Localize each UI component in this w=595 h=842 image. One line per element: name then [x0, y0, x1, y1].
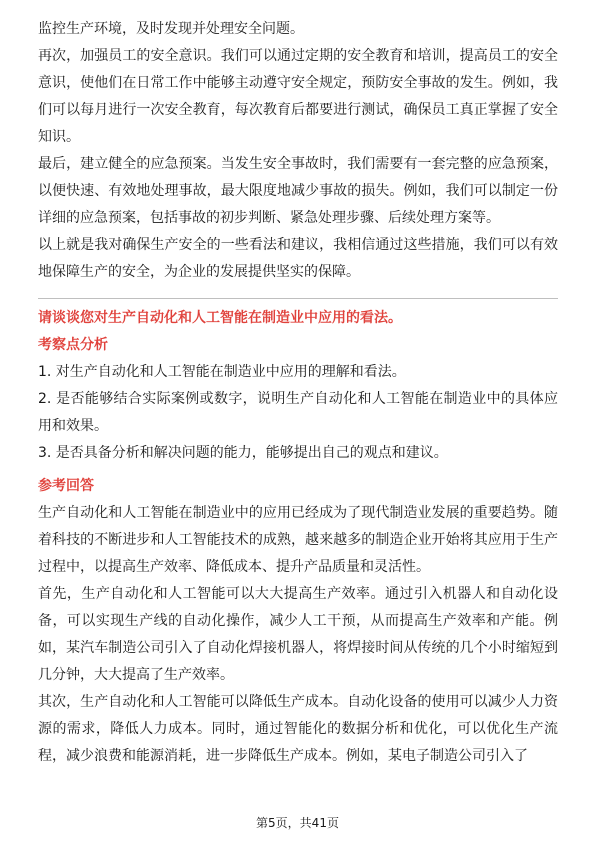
answer-paragraph-1: 生产自动化和人工智能在制造业中的应用已经成为了现代制造业发展的重要趋势。随着科技的不断进步和人工智能技术的成熟，越来越多的制造企业开始将其应用于生产过程中，以提高生产效率、降低成本、提升产品质量和灵活性。 [38, 505, 558, 575]
page-number: 第5页，共41页 [256, 816, 339, 830]
intro-paragraph-2: 再次，加强员工的安全意识。我们可以通过定期的安全教育和培训，提高员工的安全意识，使他们在日常工作中能够主动遵守安全规定，预防安全事故的发生。例如，我们可以每月进行一次安全教育，每次教育后都要进行测试，确保员工真正掌握了安全知识。 [38, 48, 558, 145]
question-heading: 请谈谈您对生产自动化和人工智能在制造业中应用的看法。 [38, 310, 402, 326]
analysis-item-2: 2. 是否能够结合实际案例或数字，说明生产自动化和人工智能在制造业中的具体应用和效果。 [38, 391, 558, 434]
analysis-item-3: 3. 是否具备分析和解决问题的能力，能够提出自己的观点和建议。 [38, 445, 448, 461]
intro-paragraph-3: 最后，建立健全的应急预案。当发生安全事故时，我们需要有一套完整的应急预案，以便快速、有效地处理事故，最大限度地减少事故的损失。例如，我们可以制定一份详细的应急预案，包括事故的初步判断、紧急处理步骤、后续处理方案等。 [38, 156, 558, 226]
intro-paragraph-4: 以上就是我对确保生产安全的一些看法和建议，我相信通过这些措施，我们可以有效地保障生产的安全，为企业的发展提供坚实的保障。 [38, 237, 558, 280]
page-content [38, 16, 558, 770]
section-divider [38, 298, 558, 299]
analysis-title: 考察点分析 [38, 337, 108, 353]
intro-paragraph-1: 监控生产环境，及时发现并处理安全问题。 [38, 21, 304, 37]
answer-title: 参考回答 [38, 478, 94, 494]
answer-paragraph-2: 首先，生产自动化和人工智能可以大大提高生产效率。通过引入机器人和自动化设备，可以实现生产线的自动化操作，减少人工干预，从而提高生产效率和产能。例如，某汽车制造公司引入了自动化焊接机器人，将焊接时间从传统的几个小时缩短到几分钟，大大提高了生产效率。 [38, 586, 558, 683]
analysis-item-1: 1. 对生产自动化和人工智能在制造业中应用的理解和看法。 [38, 364, 406, 380]
answer-paragraph-3: 其次，生产自动化和人工智能可以降低生产成本。自动化设备的使用可以减少人力资源的需求，降低人力成本。同时，通过智能化的数据分析和优化，可以优化生产流程，减少浪费和能源消耗，进一步降低生产成本。例如，某电子制造公司引入了 [38, 694, 558, 764]
